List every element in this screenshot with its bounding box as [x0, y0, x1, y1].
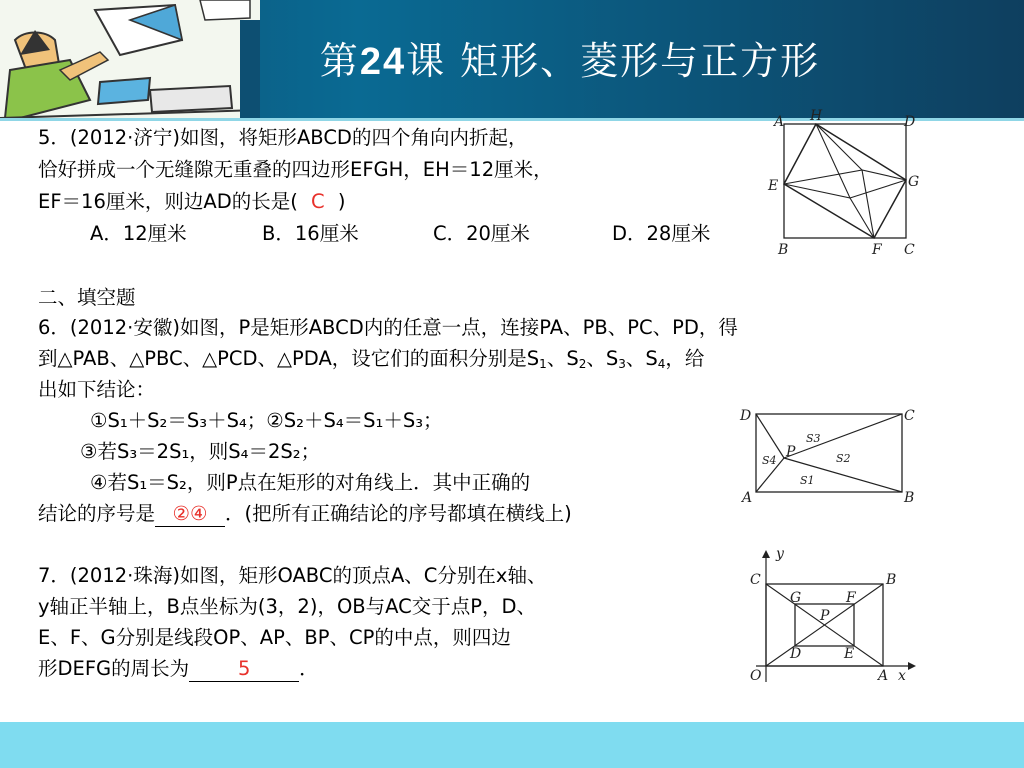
- fig5-label-a: A: [774, 114, 785, 130]
- q6-line-7: 结论的序号是 ②④ ．(把所有正确结论的序号都填在横线上): [38, 502, 572, 525]
- fig7-label-x: x: [898, 668, 906, 684]
- q7-line-2: y轴正半轴上，B点坐标为(3，2)，OB与AC交于点P，D、: [38, 595, 537, 618]
- fig6-label-p: P: [786, 444, 796, 460]
- fig7-label-p: P: [820, 608, 830, 624]
- fig5-label-e: E: [768, 178, 779, 194]
- fig6-label-s4: S4: [762, 454, 777, 467]
- fig6-label-a: A: [742, 490, 753, 506]
- q6-figure: [738, 402, 920, 510]
- fig6-label-b: B: [904, 490, 915, 506]
- q7-figure: [736, 544, 922, 690]
- fig5-label-d: D: [904, 114, 916, 130]
- section-heading: 二、填空题: [38, 286, 136, 309]
- fig6-label-c: C: [904, 408, 915, 424]
- fig7-label-e: E: [844, 646, 855, 662]
- q5-option-c: C．20厘米: [433, 222, 530, 245]
- fig7-label-g: G: [790, 590, 802, 606]
- q5-option-a: A．12厘米: [90, 222, 187, 245]
- fig6-label-s1: S1: [800, 474, 815, 487]
- q5-figure: [764, 108, 928, 260]
- q6-line-3: 出如下结论：: [38, 378, 156, 401]
- page-title: 第24课 矩形、菱形与正方形: [319, 39, 821, 83]
- q5-line-3: EF＝16厘米，则边AD的长是( C ): [38, 186, 345, 218]
- slide-footer: [0, 722, 1024, 768]
- q7-line-4: 形DEFG的周长为 5 ．: [38, 657, 319, 680]
- q7-answer: 5: [189, 657, 299, 682]
- q6-conclusion-4: ④若S₁＝S₂，则P点在矩形的对角线上．其中正确的: [90, 471, 531, 494]
- fig6-label-d: D: [740, 408, 752, 424]
- q5-line-1: 5．(2012·济宁)如图，将矩形ABCD的四个角向内折起，: [38, 126, 528, 149]
- q7-line-1: 7．(2012·珠海)如图，矩形OABC的顶点A、C分别在x轴、: [38, 564, 547, 587]
- fig6-label-s3: S3: [806, 432, 821, 445]
- fig5-label-b: B: [778, 242, 789, 258]
- fig7-label-y: y: [776, 546, 784, 562]
- q5-option-b: B．16厘米: [262, 222, 359, 245]
- fig7-label-d: D: [790, 646, 802, 662]
- fig7-label-f: F: [846, 590, 856, 606]
- q6-line-2: 到△PAB、△PBC、△PCD、△PDA，设它们的面积分别是$S_1$、$S_2$、$S_3$、$S_4$，给: [38, 347, 705, 371]
- q6-conclusion-1-2: ①S₁＋S₂＝S₃＋S₄；②S₂＋S₄＝S₁＋S₃；: [90, 409, 443, 432]
- fig7-label-a: A: [878, 668, 889, 684]
- slide-header: [0, 0, 1024, 118]
- fig5-label-g: G: [908, 174, 920, 190]
- fig5-label-h: H: [810, 108, 823, 124]
- fig7-label-b: B: [886, 572, 897, 588]
- q6-answer: ②④: [155, 502, 225, 527]
- q7-line-3: E、F、G分别是线段OP、AP、BP、CP的中点，则四边: [38, 626, 511, 649]
- fig5-label-c: C: [904, 242, 915, 258]
- q5-line-2: 恰好拼成一个无缝隙无重叠的四边形EFGH，EH＝12厘米，: [38, 158, 553, 181]
- q6-conclusion-3: ③若S₃＝2S₁，则S₄＝2S₂；: [80, 440, 321, 463]
- cartoon-illustration: [0, 0, 260, 118]
- fig6-label-s2: S2: [836, 452, 851, 465]
- q5-answer: C: [311, 190, 325, 213]
- q5-option-d: D．28厘米: [612, 222, 711, 245]
- fig5-label-f: F: [872, 242, 882, 258]
- fig7-label-o: O: [750, 668, 762, 684]
- fig7-label-c: C: [750, 572, 761, 588]
- q6-line-1: 6．(2012·安徽)如图，P是矩形ABCD内的任意一点，连接PA、PB、PC、PD，得: [38, 316, 738, 339]
